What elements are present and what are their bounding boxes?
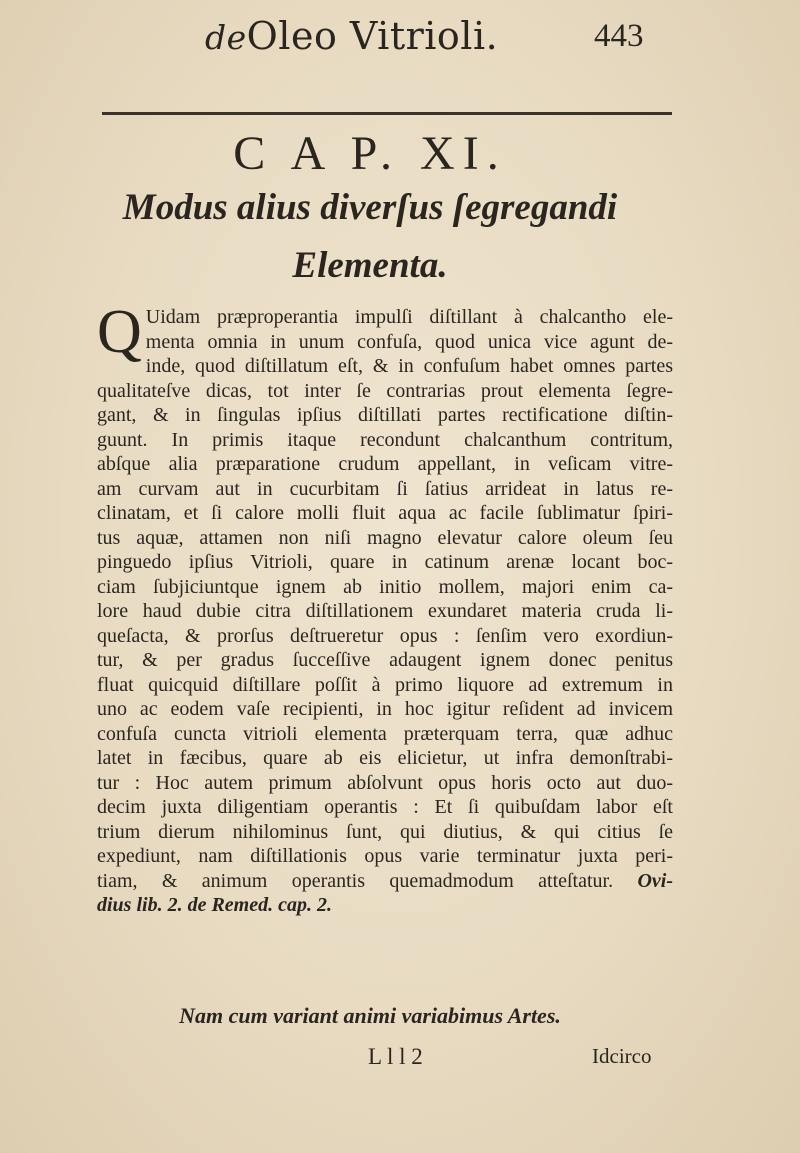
chapter-subtitle-line-1: Modus alius diverſus ſegregandi — [122, 187, 618, 228]
citation-author: Ovi- — [637, 869, 673, 892]
body-line: abſque alia præparatione crudum appellant, in veſicam vitre- — [97, 453, 673, 475]
body-line: Uidam præproperantia impulſi diſtillant à chalcantho ele- — [145, 306, 673, 328]
body-line: fluat quicquid diſtillare poſſit à primo liquore ad extremum in — [97, 673, 673, 696]
body-line: queſacta, & prorſus deſtrueretur opus : ſenſim vero exordiun- — [97, 624, 673, 647]
catchword: Idcirco — [592, 1044, 652, 1068]
body-line: tur : Hoc autem primum abſolvunt opus horis octo aut duo- — [97, 771, 673, 794]
running-head — [205, 14, 498, 58]
body-line: confuſa cuncta vitrioli elementa præterquam terra, quæ adhuc — [97, 722, 673, 745]
body-text — [97, 298, 673, 918]
body-line: guunt. In primis itaque recondunt chalcanthum contritum, — [97, 428, 673, 451]
body-line: qualitateſve dicas, tot inter ſe contrarias prout elementa ſegre- — [97, 379, 673, 402]
body-line: trium dierum nihilominus ſunt, qui diutius, & qui citius ſe — [97, 820, 673, 843]
citation-text: dius lib. 2. de Remed. cap. 2. — [97, 894, 332, 916]
chapter-heading: C A P. XI. — [233, 127, 507, 180]
body-line: gant, & in ſingulas ipſius diſtillati partes rectificatione diſtin- — [97, 404, 673, 426]
body-line: tur, & per gradus ſucceſſive adaugent ignem donec penitus — [97, 649, 673, 671]
body-line — [97, 869, 673, 894]
verse-quote: Nam cum variant animi variabimus Artes. — [179, 1003, 561, 1028]
body-line: tus aquæ, attamen non niſi magno elevatur calore oleum ſeu — [97, 526, 673, 549]
body-line: clinatam, et ſi calore molli fluit aqua ac facile ſublimatur ſpiri- — [97, 502, 673, 524]
body-line: uno ac eodem vaſe recipienti, in hoc igitur reſident ad invicem — [97, 698, 673, 720]
body-line: ciam ſubjiciuntque ignem ab initio mollem, majori enim ca- — [97, 575, 673, 598]
header-rule — [102, 112, 672, 115]
citation-line — [97, 893, 673, 918]
running-head-title: Oleo Vitrioli. — [246, 14, 499, 58]
chapter-subtitle-line-2: Elementa. — [292, 245, 448, 286]
page-number: 443 — [594, 18, 644, 54]
body-line: pinguedo ipſius Vitrioli, quare in catinum arenæ locant boc- — [97, 551, 673, 573]
signature-mark: L l l 2 — [368, 1044, 423, 1069]
body-line: lore haud dubie citra diſtillationem exundaret materia cruda li- — [97, 600, 673, 622]
body-line: inde, quod diſtillatum eſt, & in confuſum habet omnes partes — [145, 355, 673, 377]
body-line: latet in fæcibus, quare ab eis elicietur, ut infra demonſtrabi- — [97, 747, 673, 769]
body-line: menta omnia in unum confuſa, quod unica vice agunt de- — [145, 330, 673, 353]
drop-cap: Q — [97, 298, 142, 366]
running-head-prefix: de — [205, 18, 247, 57]
body-line: decim juxta diligentiam operantis : Et ſi quibuſdam labor eſt — [97, 796, 673, 818]
body-line: am curvam aut in cucurbitam ſi ſatius arrideat in latus re- — [97, 477, 673, 500]
body-line: expediunt, nam diſtillationis opus varie terminatur juxta peri- — [97, 845, 673, 867]
body-line-text: tiam, & animum operantis quemadmodum atteſtatur. — [97, 869, 638, 892]
